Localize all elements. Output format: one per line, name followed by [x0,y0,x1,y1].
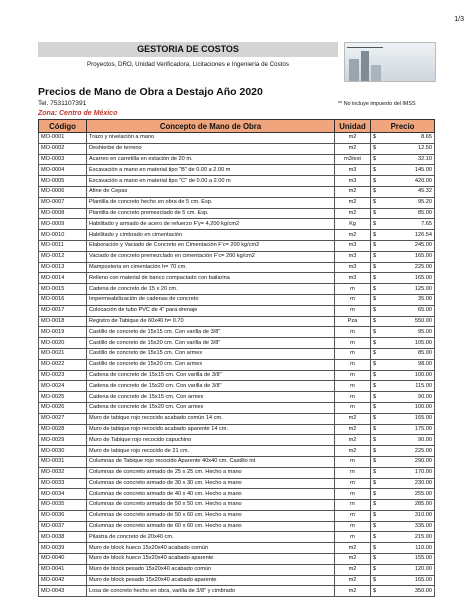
row-unit: m [335,327,371,338]
row-price: 115.00 [385,381,435,392]
row-concept: Columnas de Tabique rojo recocido Aparente 40x40 cm. Castillo int [87,456,335,467]
row-unit: m2 [335,554,371,565]
table-row [39,402,435,413]
row-price: 65.00 [385,305,435,316]
table-row [39,456,435,467]
row-price: 35.00 [385,294,435,305]
row-unit: Pza [335,316,371,327]
company-subtitle: Proyectos, DRO, Unidad Verificadora, Licitaciones e Ingeniería de Costos [87,61,289,68]
table-row [39,467,435,478]
row-code: MO-0002 [39,143,87,154]
row-currency: $ [371,273,385,284]
row-currency: $ [371,219,385,230]
table-header-row [39,120,435,133]
row-concept: Muro de Tabique rojo recocido capuchino [87,435,335,446]
row-code: MO-0025 [39,392,87,403]
row-price: 175.00 [385,424,435,435]
table-row [39,348,435,359]
row-unit: m [335,510,371,521]
row-code: MO-0021 [39,348,87,359]
row-currency: $ [371,316,385,327]
row-unit: m2 [335,586,371,597]
row-code: MO-0040 [39,554,87,565]
row-concept: Columnas de concreto armado de 50 x 50 cm. Hecho a mano [87,500,335,511]
row-price: 100.00 [385,370,435,381]
table-row [39,305,435,316]
row-code: MO-0039 [39,543,87,554]
row-currency: $ [371,392,385,403]
row-currency: $ [371,510,385,521]
table-row [39,413,435,424]
row-price: 245.00 [385,240,435,251]
row-price: 350.00 [385,586,435,597]
row-code: MO-0022 [39,359,87,370]
row-price: 90.00 [385,392,435,403]
row-concept: Muro de block hueco 15x20x40 acabado común [87,543,335,554]
row-price: 255.00 [385,489,435,500]
row-concept: Pilastra de concreto de 20x40 cm. [87,532,335,543]
row-price: 7.65 [385,219,435,230]
table-row [39,381,435,392]
row-price: 165.00 [385,413,435,424]
row-currency: $ [371,133,385,144]
table-row [39,554,435,565]
row-currency: $ [371,262,385,273]
table-row [39,586,435,597]
row-code: MO-0037 [39,521,87,532]
row-currency: $ [371,532,385,543]
row-code: MO-0012 [39,251,87,262]
row-unit: m [335,456,371,467]
row-price: 45.32 [385,186,435,197]
row-unit: m [335,392,371,403]
row-unit: m2 [335,208,371,219]
row-unit: m [335,359,371,370]
table-row [39,316,435,327]
row-concept: Plantilla de concreto hecho en obra de 5 cm. Esp. [87,197,335,208]
row-concept: Cadena de concreto de 15x15 cm. Con armex [87,392,335,403]
row-code: MO-0042 [39,575,87,586]
row-unit: m2 [335,197,371,208]
row-unit: m [335,489,371,500]
table-row [39,370,435,381]
row-price: 100.00 [385,402,435,413]
table-row [39,446,435,457]
row-currency: $ [371,240,385,251]
row-currency: $ [371,500,385,511]
row-code: MO-0008 [39,208,87,219]
table-row [39,165,435,176]
row-currency: $ [371,435,385,446]
row-price: 550.00 [385,316,435,327]
row-currency: $ [371,284,385,295]
row-currency: $ [371,489,385,500]
row-concept: Castillo de concreto de 15x20 cm. Con varilla de 3/8" [87,338,335,349]
row-currency: $ [371,554,385,565]
row-code: MO-0043 [39,586,87,597]
row-code: MO-0006 [39,186,87,197]
row-unit: m [335,338,371,349]
row-currency: $ [371,467,385,478]
row-code: MO-0019 [39,327,87,338]
row-price: 310.00 [385,510,435,521]
row-code: MO-0028 [39,424,87,435]
row-price: 12.50 [385,143,435,154]
row-unit: m [335,348,371,359]
row-code: MO-0023 [39,370,87,381]
table-row [39,521,435,532]
row-unit: m2 [335,230,371,241]
row-code: MO-0033 [39,478,87,489]
row-currency: $ [371,413,385,424]
row-price: 170.00 [385,467,435,478]
row-currency: $ [371,521,385,532]
table-row [39,510,435,521]
row-code: MO-0032 [39,467,87,478]
row-unit: m [335,381,371,392]
row-currency: $ [371,381,385,392]
row-code: MO-0001 [39,133,87,144]
row-price: 126.54 [385,230,435,241]
row-code: MO-0029 [39,435,87,446]
row-concept: Elaboración y Vaciado de Concreto en Cimentación F'c= 200 kg/cm2 [87,240,335,251]
row-unit: m [335,467,371,478]
row-code: MO-0031 [39,456,87,467]
table-row [39,327,435,338]
row-code: MO-0036 [39,510,87,521]
document-header [38,42,434,82]
table-row [39,208,435,219]
table-row [39,359,435,370]
row-currency: $ [371,186,385,197]
row-concept: Relleno con material de banco compactado con bailarina [87,273,335,284]
row-concept: Muro de block pesado 15x20x40 acabado aparente [87,575,335,586]
row-currency: $ [371,143,385,154]
company-logo [344,42,436,82]
row-concept: Columnas de concreto armado de 30 x 30 cm. Hecho a mano [87,478,335,489]
row-currency: $ [371,456,385,467]
table-row [39,186,435,197]
row-unit: m [335,521,371,532]
table-row [39,133,435,144]
row-concept: Columnas de concreto armado de 60 x 60 cm. Hecho a mano [87,521,335,532]
header-price: Precio [371,120,435,133]
row-code: MO-0038 [39,532,87,543]
row-price: 215.00 [385,532,435,543]
row-price: 165.00 [385,575,435,586]
table-row [39,392,435,403]
row-price: 230.00 [385,478,435,489]
page-number: 1/3 [454,16,464,23]
row-unit: m [335,500,371,511]
table-row [39,424,435,435]
row-code: MO-0009 [39,219,87,230]
row-concept: Muro de block hueco 15x20x40 acabado aparente [87,554,335,565]
row-unit: m [335,370,371,381]
phone-number: Tel. 7531107391 [38,100,87,107]
row-unit: m2 [335,446,371,457]
row-concept: Cadena de concreto de 15 x 20 cm. [87,284,335,295]
row-price: 420.00 [385,176,435,187]
table-row [39,251,435,262]
row-code: MO-0018 [39,316,87,327]
row-unit: m3 [335,262,371,273]
header-code: Código [39,120,87,133]
row-currency: $ [371,208,385,219]
table-row [39,273,435,284]
row-unit: m3/est [335,154,371,165]
header-concept: Concepto de Mano de Obra [87,120,335,133]
row-concept: Castillo de concreto de 15x15 cm. Con armex [87,348,335,359]
row-currency: $ [371,294,385,305]
row-concept: Habilitado y armado de acero de refuerzo F'y= 4,200 kg/cm2 [87,219,335,230]
row-price: 165.00 [385,251,435,262]
row-currency: $ [371,370,385,381]
row-unit: m [335,305,371,316]
row-unit: m3 [335,165,371,176]
row-currency: $ [371,575,385,586]
row-price: 285.00 [385,500,435,511]
row-price: 90.00 [385,435,435,446]
document-title: Precios de Mano de Obra a Destajo Año 2020 [38,86,263,98]
building-graphic [371,65,381,81]
row-code: MO-0007 [39,197,87,208]
row-price: 155.00 [385,554,435,565]
row-unit: m3 [335,251,371,262]
row-code: MO-0004 [39,165,87,176]
table-row [39,532,435,543]
row-price: 8.65 [385,133,435,144]
row-currency: $ [371,348,385,359]
row-unit: m3 [335,240,371,251]
row-concept: Cadena de concreto de 15x15 cm. Con varilla de 3/8" [87,370,335,381]
row-concept: Plantilla de concreto premezclado de 5 cm. Esp. [87,208,335,219]
table-row [39,543,435,554]
row-unit: m2 [335,413,371,424]
row-currency: $ [371,154,385,165]
row-concept: Impermeabilización de cadenas de concreto [87,294,335,305]
row-unit: m2 [335,435,371,446]
table-row [39,338,435,349]
row-currency: $ [371,305,385,316]
row-code: MO-0015 [39,284,87,295]
row-concept: Columnas de concreto armado de 50 x 60 cm. Hecho a mano [87,510,335,521]
table-row [39,564,435,575]
row-price: 95.20 [385,197,435,208]
row-currency: $ [371,564,385,575]
row-currency: $ [371,251,385,262]
table-row [39,478,435,489]
row-concept: Registro de Tabique de 60x40 h= 0.70 [87,316,335,327]
row-concept: Muro de block pesado 15x20x40 acabado común [87,564,335,575]
header-unit: Unidad [335,120,371,133]
company-name: GESTORIA DE COSTOS [38,42,338,57]
row-concept: Afine de Cepas [87,186,335,197]
row-concept: Muro de tabique rojo recocido acabado aparente 14 cm. [87,424,335,435]
building-graphic [361,51,369,81]
building-graphic [349,59,359,81]
row-currency: $ [371,338,385,349]
table-row [39,197,435,208]
row-price: 145.00 [385,165,435,176]
table-row [39,176,435,187]
row-code: MO-0024 [39,381,87,392]
row-price: 85.00 [385,348,435,359]
row-price: 225.00 [385,262,435,273]
row-currency: $ [371,446,385,457]
row-currency: $ [371,586,385,597]
row-unit: m [335,284,371,295]
row-price: 85.00 [385,208,435,219]
row-code: MO-0016 [39,294,87,305]
row-unit: m [335,294,371,305]
crane-graphic [347,47,383,48]
row-price: 335.00 [385,521,435,532]
row-concept: Cadena de concreto de 15x20 cm. Con varilla de 3/8" [87,381,335,392]
table-row [39,143,435,154]
row-unit: m [335,402,371,413]
row-code: MO-0010 [39,230,87,241]
row-price: 225.00 [385,446,435,457]
row-code: MO-0020 [39,338,87,349]
row-unit: m3 [335,273,371,284]
row-concept: Colocación de tubo PVC de 4" para drenaje [87,305,335,316]
row-code: MO-0027 [39,413,87,424]
row-unit: m2 [335,133,371,144]
row-concept: Castillo de concreto de 15x15 cm. Con varilla de 3/8" [87,327,335,338]
row-unit: m2 [335,543,371,554]
row-price: 110.00 [385,543,435,554]
price-table [38,119,435,597]
row-code: MO-0014 [39,273,87,284]
row-currency: $ [371,402,385,413]
row-currency: $ [371,176,385,187]
row-code: MO-0013 [39,262,87,273]
row-unit: m2 [335,575,371,586]
row-code: MO-0005 [39,176,87,187]
table-row [39,284,435,295]
table-row [39,294,435,305]
row-currency: $ [371,543,385,554]
table-row [39,500,435,511]
table-row [39,219,435,230]
row-concept: Habilitado y cimbrado en cimentación [87,230,335,241]
zone-label: Zona: Centro de México [38,110,118,117]
table-row [39,575,435,586]
row-price: 105.00 [385,338,435,349]
row-concept: Vaciado de concreto premezclado en cimentación F'c= 200 kg/cm2 [87,251,335,262]
row-concept: Deshierbe de terreno [87,143,335,154]
table-row [39,154,435,165]
row-currency: $ [371,478,385,489]
table-row [39,489,435,500]
row-concept: Acarreo en carretilla en estación de 20 m. [87,154,335,165]
row-concept: Excavación a mano en material tipo "C" de 0.00 a 2.00 m [87,176,335,187]
row-code: MO-0030 [39,446,87,457]
row-code: MO-0026 [39,402,87,413]
row-unit: m2 [335,186,371,197]
row-price: 32.10 [385,154,435,165]
row-concept: Excavación a mano en material tipo "B" de 0.00 a 2.00 m [87,165,335,176]
row-unit: m2 [335,424,371,435]
row-price: 98.00 [385,359,435,370]
row-unit: Kg [335,219,371,230]
row-unit: m [335,478,371,489]
row-unit: m2 [335,564,371,575]
row-currency: $ [371,165,385,176]
row-code: MO-0035 [39,500,87,511]
row-unit: m [335,532,371,543]
row-concept: Cadena de concreto de 15x20 cm. Con armex [87,402,335,413]
table-row [39,435,435,446]
row-currency: $ [371,230,385,241]
row-currency: $ [371,359,385,370]
row-concept: Muro de tabique rojo recocido de 21 cm. [87,446,335,457]
row-currency: $ [371,327,385,338]
row-concept: Losa de concreto hecho en obra, varilla de 3/8" y cimbrado [87,586,335,597]
row-price: 290.00 [385,456,435,467]
table-body [39,133,435,597]
row-concept: Muro de tabique rojo recocido acabado común 14 cm. [87,413,335,424]
row-code: MO-0041 [39,564,87,575]
row-price: 125.00 [385,284,435,295]
row-price: 95.00 [385,327,435,338]
row-code: MO-0017 [39,305,87,316]
row-currency: $ [371,424,385,435]
row-concept: Castillo de concreto de 15x20 cm. Con armex [87,359,335,370]
tax-note: ** No incluye impuesto del IMSS [338,101,416,107]
row-concept: Mamposteria en cimentación h= 70 cm. [87,262,335,273]
row-unit: m2 [335,143,371,154]
row-currency: $ [371,197,385,208]
row-concept: Columnas de concreto armado de 40 x 40 cm. Hecho a mano [87,489,335,500]
row-code: MO-0011 [39,240,87,251]
row-code: MO-0003 [39,154,87,165]
row-concept: Columnas de concreto armado de 25 x 25 cm. Hecho a mano [87,467,335,478]
row-price: 120.00 [385,564,435,575]
table-row [39,230,435,241]
table-row [39,262,435,273]
row-unit: m3 [335,176,371,187]
row-concept: Trazo y nivelación a mano [87,133,335,144]
table-row [39,240,435,251]
row-code: MO-0034 [39,489,87,500]
row-price: 165.00 [385,273,435,284]
